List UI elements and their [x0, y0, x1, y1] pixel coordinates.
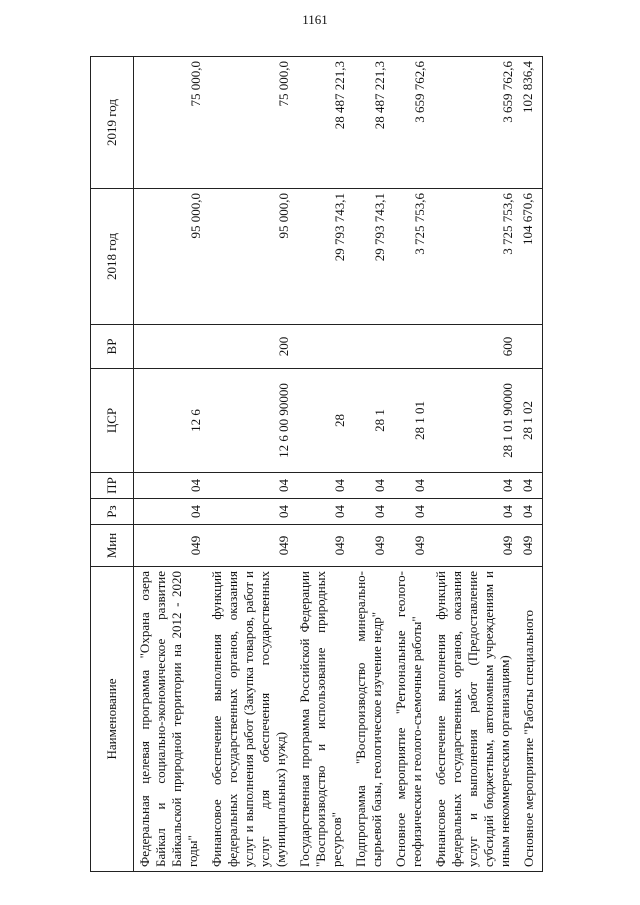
row-min: 049: [206, 525, 294, 567]
table-row: [134, 57, 207, 872]
table-row: [350, 57, 390, 872]
row-name: Финансовое обеспечение выполнения функций федеральных государственных органов, оказания услуг и выполнения работ (Предоставление субсидий бюджетным, автономным учреждениям и иным некоммерческим организациям): [430, 567, 518, 872]
budget-table: [90, 56, 543, 872]
header-min: Мин: [91, 525, 134, 567]
row-pr: 04: [430, 473, 518, 499]
row-rz: 04: [134, 499, 207, 525]
row-rz: 04: [206, 499, 294, 525]
row-pr: 04: [206, 473, 294, 499]
row-rz: 04: [294, 499, 350, 525]
row-name: Подпрограмма "Воспроизводство минерально-сырьевой базы, геологическое изучение недр": [350, 567, 390, 872]
row-pr: 04: [518, 473, 543, 499]
table-row: [206, 57, 294, 872]
row-csr: 28: [294, 369, 350, 473]
row-2019: 28 487 221,3: [350, 57, 390, 189]
row-2019: 3 659 762,6: [430, 57, 518, 189]
header-2019: 2019 год: [91, 57, 134, 189]
row-2018: 3 725 753,6: [390, 189, 430, 325]
row-min: 049: [390, 525, 430, 567]
row-2018: 29 793 743,1: [294, 189, 350, 325]
table-row: [518, 57, 543, 872]
row-vr: [134, 325, 207, 369]
row-csr: 28 1 01 90000: [430, 369, 518, 473]
row-min: 049: [518, 525, 543, 567]
row-vr: 600: [430, 325, 518, 369]
row-2019: 75 000,0: [134, 57, 207, 189]
table-row: [430, 57, 518, 872]
row-vr: [350, 325, 390, 369]
row-name: Государственная программа Российской Федерации "Воспроизводство и использование природных ресурсов": [294, 567, 350, 872]
row-name: Финансовое обеспечение выполнения функций федеральных государственных органов, оказания услуг и выполнения работ (Закупка товаров, работ и услуг для обеспечения государственных (муниципальных) нужд): [206, 567, 294, 872]
row-pr: 04: [294, 473, 350, 499]
header-name: Наименование: [91, 567, 134, 872]
row-name: Федеральная целевая программа "Охрана озера Байкал и социально-экономическое развитие Байкальской природной территории на 2012 - 2020 годы": [134, 567, 207, 872]
row-csr: 28 1 02: [518, 369, 543, 473]
row-2019: 28 487 221,3: [294, 57, 350, 189]
row-name: Основное мероприятие "Региональные геолого-геофизические и геолого-съемочные работы": [390, 567, 430, 872]
header-pr: ПР: [91, 473, 134, 499]
row-rz: 04: [430, 499, 518, 525]
table-header-row: [91, 57, 134, 872]
row-pr: 04: [134, 473, 207, 499]
row-2019: 3 659 762,6: [390, 57, 430, 189]
page-number: 1161: [302, 12, 328, 27]
row-2018: 104 670,6: [518, 189, 543, 325]
rotated-table-container: [90, 57, 615, 872]
row-rz: 04: [518, 499, 543, 525]
row-min: 049: [134, 525, 207, 567]
row-2018: 95 000,0: [134, 189, 207, 325]
row-csr: 12 6: [134, 369, 207, 473]
header-csr: ЦСР: [91, 369, 134, 473]
table-row: [390, 57, 430, 872]
row-2018: 3 725 753,6: [430, 189, 518, 325]
row-vr: [390, 325, 430, 369]
row-min: 049: [430, 525, 518, 567]
row-vr: [294, 325, 350, 369]
row-pr: 04: [350, 473, 390, 499]
header-2018: 2018 год: [91, 189, 134, 325]
row-2019: 102 836,4: [518, 57, 543, 189]
row-2018: 29 793 743,1: [350, 189, 390, 325]
row-pr: 04: [390, 473, 430, 499]
row-csr: 12 6 00 90000: [206, 369, 294, 473]
row-2018: 95 000,0: [206, 189, 294, 325]
row-name: Основное мероприятие "Работы специального: [518, 567, 543, 872]
row-csr: 28 1: [350, 369, 390, 473]
row-vr: [518, 325, 543, 369]
table-row: [294, 57, 350, 872]
row-2019: 75 000,0: [206, 57, 294, 189]
header-vr: ВР: [91, 325, 134, 369]
row-csr: 28 1 01: [390, 369, 430, 473]
row-rz: 04: [390, 499, 430, 525]
row-min: 049: [350, 525, 390, 567]
row-min: 049: [294, 525, 350, 567]
row-rz: 04: [350, 499, 390, 525]
row-vr: 200: [206, 325, 294, 369]
header-rz: Рз: [91, 499, 134, 525]
